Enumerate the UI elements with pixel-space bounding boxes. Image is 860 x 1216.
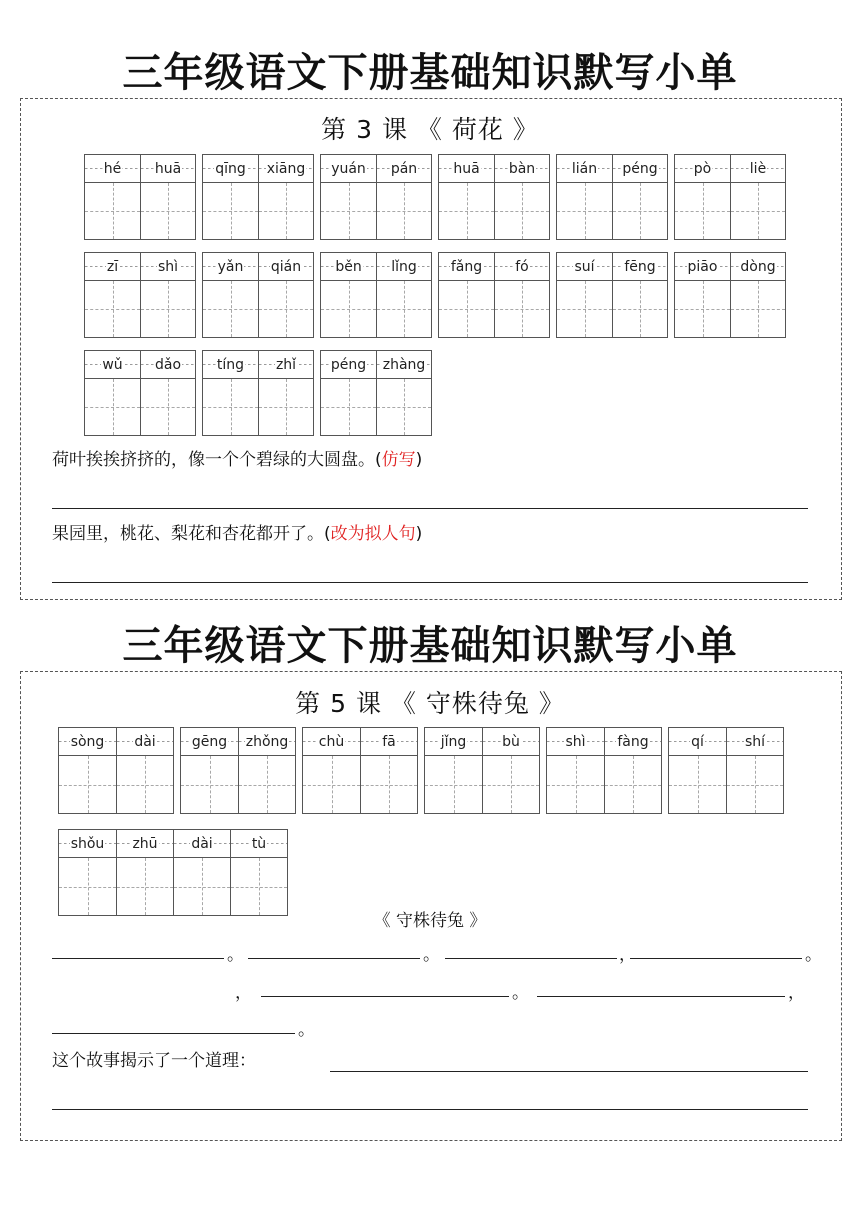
writing-box[interactable] (483, 756, 539, 813)
character-cell (612, 155, 667, 239)
question-task: 仿写 (381, 450, 416, 470)
answer-line[interactable] (248, 958, 420, 959)
pinyin-label (675, 253, 730, 281)
pinyin-text: fǎng (450, 258, 483, 275)
pinyin-label (117, 830, 173, 858)
character-cell (547, 728, 604, 813)
answer-line[interactable] (537, 996, 785, 997)
pinyin-text: dài (134, 733, 156, 750)
writing-box[interactable] (361, 756, 417, 813)
word-box (556, 154, 668, 240)
character-cell (238, 728, 295, 813)
pinyin-text: fàng (617, 733, 649, 750)
word-box (438, 154, 550, 240)
character-cell (303, 728, 360, 813)
punctuation: 。 (227, 945, 244, 965)
pinyin-text: yuán (331, 160, 366, 177)
writing-box[interactable] (495, 183, 549, 239)
pinyin-label (59, 830, 116, 858)
pinyin-label (141, 155, 195, 183)
pinyin-label (174, 830, 230, 858)
writing-box[interactable] (141, 379, 195, 435)
answer-line[interactable] (52, 582, 808, 583)
writing-box[interactable] (259, 281, 313, 337)
writing-box[interactable] (259, 183, 313, 239)
pinyin-text: tíng (216, 356, 245, 373)
writing-box[interactable] (377, 281, 431, 337)
question-task: 改为拟人句 (330, 524, 416, 544)
pinyin-text: suí (574, 258, 595, 275)
pinyin-label (361, 728, 417, 756)
pinyin-label (203, 253, 258, 281)
character-cell (360, 728, 417, 813)
writing-box[interactable] (321, 281, 376, 337)
writing-box[interactable] (425, 756, 482, 813)
character-cell (494, 155, 549, 239)
writing-box[interactable] (59, 858, 116, 915)
pinyin-label (321, 253, 376, 281)
question-close: ) (415, 524, 423, 544)
pinyin-label (141, 351, 195, 379)
answer-line[interactable] (630, 958, 802, 959)
pinyin-text: zhǐ (275, 356, 297, 373)
character-cell (425, 728, 482, 813)
pinyin-label (547, 728, 604, 756)
pinyin-text: shì (565, 733, 586, 750)
writing-box[interactable] (203, 183, 258, 239)
answer-line[interactable] (445, 958, 617, 959)
pinyin-label (605, 728, 661, 756)
punctuation: 。 (512, 983, 529, 1003)
word-box (556, 252, 668, 338)
answer-line[interactable] (330, 1071, 808, 1072)
pinyin-text: shì (157, 258, 179, 275)
pinyin-text: dài (191, 835, 213, 852)
character-cell (482, 728, 539, 813)
answer-line[interactable] (52, 1033, 295, 1034)
pinyin-label (377, 253, 431, 281)
writing-box[interactable] (141, 183, 195, 239)
writing-box[interactable] (669, 756, 726, 813)
character-cell (494, 253, 549, 337)
character-cell (557, 155, 612, 239)
lesson-title: 第 5 课 《 守株待兔 》 (295, 689, 565, 718)
word-box (320, 154, 432, 240)
character-cell (203, 155, 258, 239)
word-box (546, 727, 662, 814)
writing-box[interactable] (613, 183, 667, 239)
writing-box[interactable] (303, 756, 360, 813)
writing-box[interactable] (557, 281, 612, 337)
pinyin-text: chù (318, 733, 345, 750)
question-text: 荷叶挨挨挤挤的，像一个个碧绿的大圆盘。( (52, 450, 382, 470)
character-cell (557, 253, 612, 337)
word-box (668, 727, 784, 814)
writing-box[interactable] (727, 756, 783, 813)
character-cell (181, 728, 238, 813)
pinyin-text: běn (335, 258, 362, 275)
writing-box[interactable] (377, 379, 431, 435)
pinyin-label (59, 728, 116, 756)
pinyin-text: shí (744, 733, 766, 750)
word-box (320, 252, 432, 338)
pinyin-label (613, 253, 667, 281)
writing-box[interactable] (557, 183, 612, 239)
pinyin-label (495, 253, 549, 281)
word-box (674, 252, 786, 338)
pinyin-label (557, 253, 612, 281)
writing-box[interactable] (605, 756, 661, 813)
writing-box[interactable] (85, 281, 140, 337)
character-cell (321, 351, 376, 435)
punctuation: 。 (805, 945, 822, 965)
character-cell (59, 830, 116, 915)
pinyin-label (425, 728, 482, 756)
character-cell (726, 728, 783, 813)
punctuation: ， (619, 945, 636, 965)
writing-box[interactable] (239, 756, 295, 813)
writing-box[interactable] (439, 183, 494, 239)
pinyin-text: pán (390, 160, 418, 177)
pinyin-label (321, 155, 376, 183)
character-cell (140, 351, 195, 435)
pinyin-label (259, 155, 313, 183)
pinyin-text: dòng (740, 258, 776, 275)
moral-label: 这个故事揭示了一个道理： (52, 1051, 256, 1071)
pinyin-label (85, 351, 140, 379)
answer-line[interactable] (52, 958, 224, 959)
pinyin-label (557, 155, 612, 183)
character-cell (85, 155, 140, 239)
pinyin-text: gēng (191, 733, 228, 750)
pinyin-label (203, 155, 258, 183)
pinyin-text: sòng (70, 733, 105, 750)
pinyin-text: zī (106, 258, 119, 275)
writing-box[interactable] (731, 183, 785, 239)
pinyin-text: bàn (508, 160, 536, 177)
pinyin-text: shǒu (70, 835, 105, 852)
character-cell (730, 253, 785, 337)
character-cell (203, 253, 258, 337)
pinyin-label (727, 728, 783, 756)
character-cell (258, 351, 313, 435)
pinyin-label (675, 155, 730, 183)
word-box (424, 727, 540, 814)
character-cell (376, 253, 431, 337)
pinyin-text: qí (691, 733, 704, 750)
question-personify (52, 522, 422, 546)
character-cell (730, 155, 785, 239)
pinyin-text: dǎo (154, 356, 182, 373)
pinyin-label (669, 728, 726, 756)
character-cell (203, 351, 258, 435)
pinyin-label (85, 253, 140, 281)
writing-box[interactable] (259, 379, 313, 435)
character-cell (116, 830, 173, 915)
character-cell (321, 155, 376, 239)
pinyin-label (321, 351, 376, 379)
word-box (58, 727, 174, 814)
pinyin-text: péng (622, 160, 658, 177)
pinyin-label (439, 253, 494, 281)
answer-line[interactable] (261, 996, 509, 997)
lesson-title: 第 3 课 《 荷花 》 (321, 115, 539, 144)
character-cell (321, 253, 376, 337)
word-box (302, 727, 418, 814)
character-cell (140, 253, 195, 337)
pinyin-label (483, 728, 539, 756)
pinyin-text: qīng (215, 160, 246, 177)
punctuation: 。 (298, 1020, 315, 1040)
writing-box[interactable] (439, 281, 494, 337)
punctuation: ， (788, 983, 805, 1003)
writing-box[interactable] (377, 183, 431, 239)
character-cell (376, 351, 431, 435)
word-box (202, 350, 314, 436)
word-box (202, 252, 314, 338)
character-cell (376, 155, 431, 239)
pinyin-text: lǐng (391, 258, 417, 275)
writing-box[interactable] (59, 756, 116, 813)
pinyin-label (377, 351, 431, 379)
pinyin-label (141, 253, 195, 281)
writing-box[interactable] (85, 183, 140, 239)
character-cell (258, 155, 313, 239)
pinyin-text: huā (453, 160, 480, 177)
word-box (58, 829, 288, 916)
writing-box[interactable] (141, 281, 195, 337)
character-cell (230, 830, 287, 915)
pinyin-text: hé (103, 160, 122, 177)
word-box (84, 350, 196, 436)
word-box (320, 350, 432, 436)
pinyin-label (259, 351, 313, 379)
word-box (84, 252, 196, 338)
pinyin-text: zhàng (382, 356, 426, 373)
pinyin-label (239, 728, 295, 756)
pinyin-text: qián (270, 258, 302, 275)
pinyin-label (117, 728, 173, 756)
writing-box[interactable] (675, 281, 730, 337)
pinyin-label (181, 728, 238, 756)
pinyin-text: zhǒng (245, 733, 289, 750)
character-cell (439, 253, 494, 337)
character-cell (675, 155, 730, 239)
pinyin-label (613, 155, 667, 183)
character-cell (675, 253, 730, 337)
pinyin-label (231, 830, 287, 858)
pinyin-label (439, 155, 494, 183)
character-cell (612, 253, 667, 337)
character-cell (116, 728, 173, 813)
character-cell (85, 351, 140, 435)
writing-box[interactable] (547, 756, 604, 813)
character-cell (85, 253, 140, 337)
writing-box[interactable] (321, 379, 376, 435)
punctuation: 。 (423, 945, 440, 965)
writing-box[interactable] (675, 183, 730, 239)
pinyin-text: péng (330, 356, 367, 373)
question-close: ) (415, 450, 423, 470)
pinyin-text: liè (749, 160, 767, 177)
pinyin-text: zhū (132, 835, 158, 852)
pinyin-text: xiāng (266, 160, 306, 177)
writing-box[interactable] (731, 281, 785, 337)
character-cell (604, 728, 661, 813)
answer-line[interactable] (52, 508, 808, 509)
character-cell (439, 155, 494, 239)
pinyin-text: tù (251, 835, 267, 852)
pinyin-text: lián (571, 160, 598, 177)
word-box (674, 154, 786, 240)
writing-box[interactable] (203, 379, 258, 435)
character-cell (258, 253, 313, 337)
question-imitate (52, 448, 422, 472)
pinyin-text: yǎn (217, 258, 244, 275)
pinyin-text: wǔ (102, 356, 123, 373)
writing-box[interactable] (203, 281, 258, 337)
pinyin-text: bù (502, 733, 520, 750)
pinyin-text: huā (154, 160, 182, 177)
pinyin-label (85, 155, 140, 183)
pinyin-label (731, 253, 785, 281)
pinyin-label (495, 155, 549, 183)
pinyin-text: fó (515, 258, 529, 275)
writing-box[interactable] (174, 858, 230, 915)
writing-box[interactable] (117, 858, 173, 915)
writing-box[interactable] (495, 281, 549, 337)
pinyin-text: fā (382, 733, 396, 750)
word-box (438, 252, 550, 338)
writing-box[interactable] (231, 858, 287, 915)
character-cell (140, 155, 195, 239)
character-cell (669, 728, 726, 813)
worksheet-title: 三年级语文下册基础知识默写小单 (122, 49, 738, 96)
word-box (180, 727, 296, 814)
pinyin-label (203, 351, 258, 379)
pinyin-label (377, 155, 431, 183)
writing-box[interactable] (181, 756, 238, 813)
writing-box[interactable] (117, 756, 173, 813)
pinyin-text: pò (693, 160, 712, 177)
pinyin-text: piāo (687, 258, 718, 275)
punctuation: ， (235, 983, 252, 1003)
writing-box[interactable] (613, 281, 667, 337)
pinyin-text: fēng (624, 258, 656, 275)
writing-box[interactable] (85, 379, 140, 435)
writing-box[interactable] (321, 183, 376, 239)
pinyin-label (731, 155, 785, 183)
pinyin-label (259, 253, 313, 281)
pinyin-label (303, 728, 360, 756)
worksheet-title: 三年级语文下册基础知识默写小单 (122, 622, 738, 669)
character-cell (173, 830, 230, 915)
question-text: 果园里，桃花、梨花和杏花都开了。( (52, 524, 331, 544)
text-title: 《 守株待兔 》 (373, 911, 487, 931)
character-cell (59, 728, 116, 813)
pinyin-text: jǐng (440, 733, 467, 750)
word-box (84, 154, 196, 240)
word-box (202, 154, 314, 240)
answer-line[interactable] (52, 1109, 808, 1110)
